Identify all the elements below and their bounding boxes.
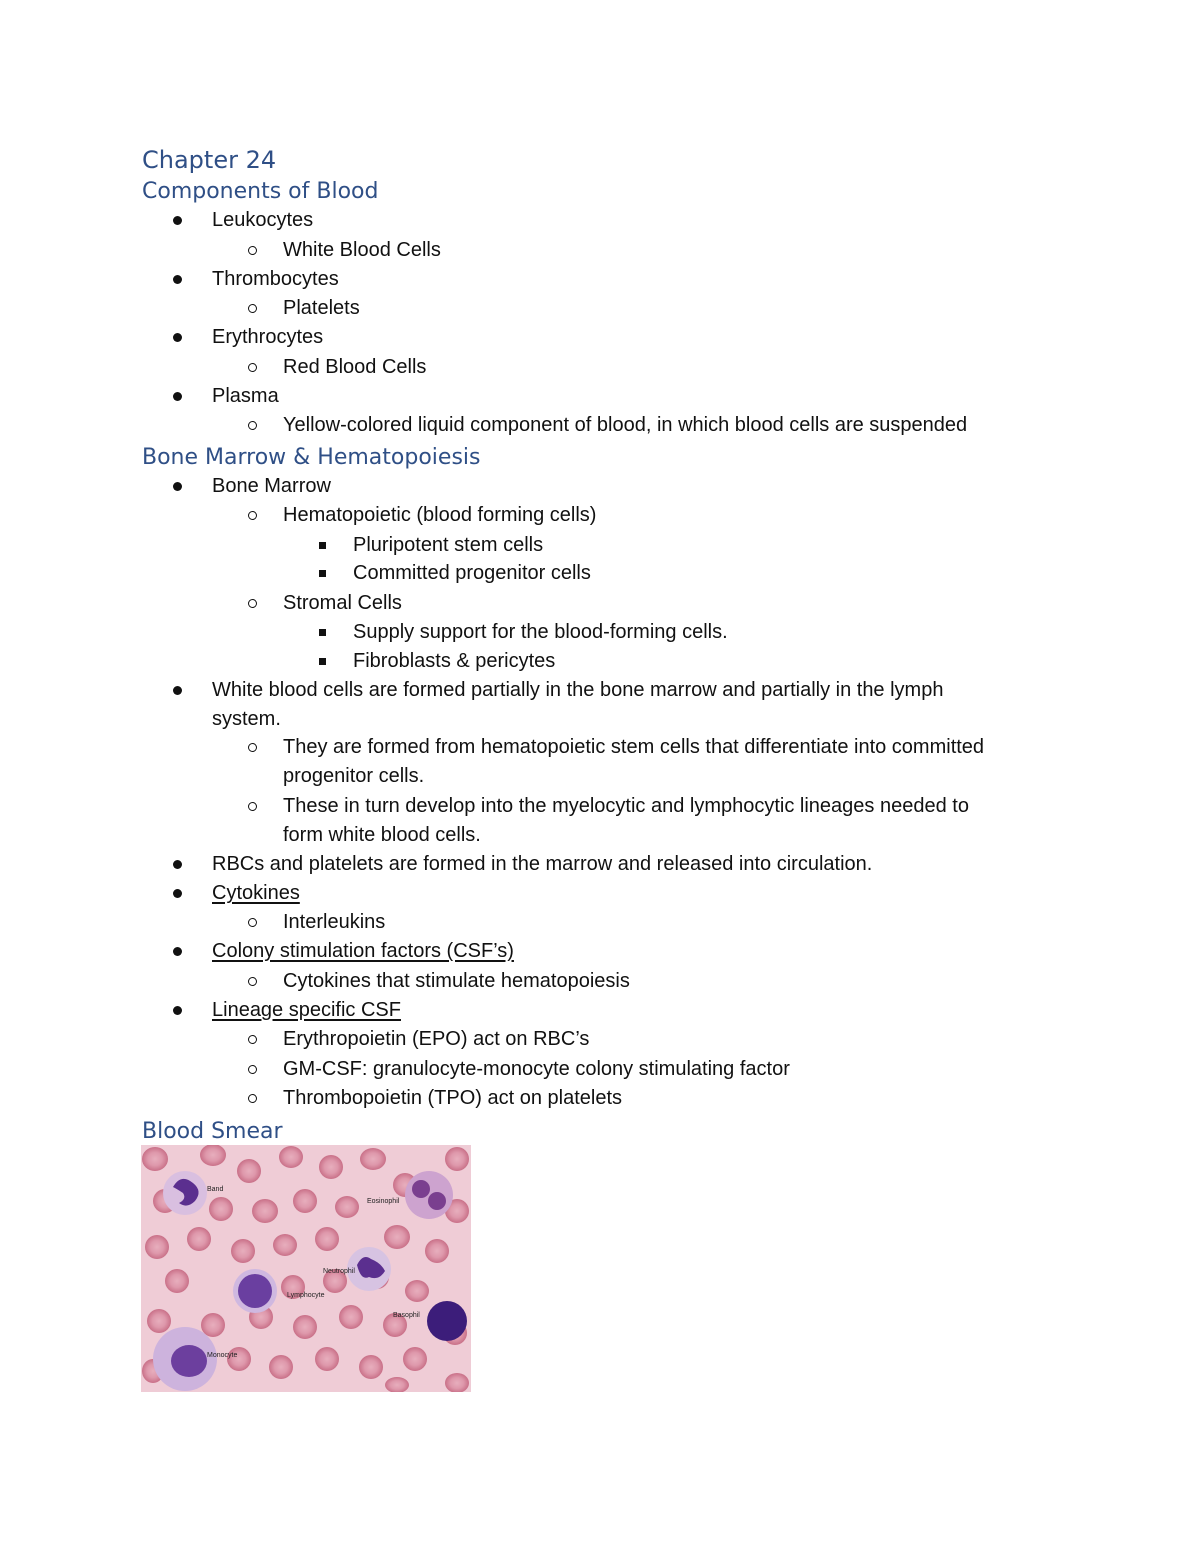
list-item-rbc: RBCs and platelets are formed in the marrow and released into circulation. (212, 853, 873, 875)
smear-label-band: Band (207, 1186, 224, 1193)
bullet-disc (173, 996, 182, 1025)
bullet-disc (173, 382, 182, 411)
list-item-wbc-formation-cont: system. (212, 708, 281, 730)
bullet-circle (248, 733, 257, 762)
bullet-square (319, 647, 326, 676)
list-item-wbc-formation: White blood cells are formed partially in the bone marrow and partially in the lymph (212, 679, 944, 701)
list-item-fibroblasts: Fibroblasts & pericytes (353, 650, 556, 672)
smear-label-lymphocyte: Lymphocyte (287, 1292, 325, 1299)
list-item-develop-cont: form white blood cells. (283, 824, 481, 846)
bullet-disc (173, 937, 182, 966)
list-item-develop: These in turn develop into the myelocytic and lymphocytic lineages needed to (283, 795, 969, 817)
bullet-circle (248, 1084, 257, 1113)
bullet-disc (173, 323, 182, 352)
list-item-pluripotent: Pluripotent stem cells (353, 534, 544, 556)
bullet-circle (248, 967, 257, 996)
list-item-red-blood-cells: Red Blood Cells (283, 356, 427, 378)
list-item-cytokines: Cytokines (212, 882, 300, 904)
list-item-support: Supply support for the blood-forming cells. (353, 621, 728, 643)
bullet-circle (248, 908, 257, 937)
heading-bone-marrow: Bone Marrow & Hematopoiesis (142, 445, 481, 470)
bullet-circle (248, 236, 257, 265)
bullet-square (319, 559, 326, 588)
list-item-csf: Colony stimulation factors (CSF’s) (212, 940, 514, 962)
blood-smear-illustration (141, 1145, 471, 1392)
list-item-thrombocytes: Thrombocytes (212, 268, 339, 290)
bullet-circle (248, 1025, 257, 1054)
list-item-plasma-description: Yellow-colored liquid component of blood, in which blood cells are suspended (283, 414, 968, 436)
list-item-interleukins: Interleukins (283, 911, 386, 933)
heading-components-of-blood: Components of Blood (142, 179, 379, 204)
bullet-disc (173, 206, 182, 235)
smear-label-basophil: Basophil (393, 1312, 420, 1319)
list-item-csf-description: Cytokines that stimulate hematopoiesis (283, 970, 630, 992)
blood-smear-image (141, 1145, 471, 1392)
list-item-lineage: Lineage specific CSF (212, 999, 401, 1021)
heading-blood-smear: Blood Smear (142, 1119, 283, 1144)
bullet-disc (173, 472, 182, 501)
smear-label-neutrophil: Neutrophil (323, 1268, 355, 1275)
bullet-circle (248, 411, 257, 440)
list-item-white-blood-cells: White Blood Cells (283, 239, 441, 261)
bullet-circle (248, 1055, 257, 1084)
bullet-circle (248, 294, 257, 323)
bullet-circle (248, 792, 257, 821)
list-item-formed-from-cont: progenitor cells. (283, 765, 425, 787)
bullet-circle (248, 501, 257, 530)
smear-label-monocyte: Monocyte (207, 1352, 238, 1359)
bullet-disc (173, 850, 182, 879)
bullet-disc (173, 265, 182, 294)
list-item-platelets: Platelets (283, 297, 360, 319)
list-item-committed: Committed progenitor cells (353, 562, 591, 584)
list-item-plasma: Plasma (212, 385, 279, 407)
list-item-stromal: Stromal Cells (283, 592, 402, 614)
list-item-epo: Erythropoietin (EPO) act on RBC’s (283, 1028, 590, 1050)
bullet-disc (173, 879, 182, 908)
list-item-bone-marrow: Bone Marrow (212, 475, 331, 497)
bullet-square (319, 531, 326, 560)
list-item-hematopoietic: Hematopoietic (blood forming cells) (283, 504, 597, 526)
smear-label-eosinophil: Eosinophil (367, 1198, 400, 1205)
bullet-circle (248, 589, 257, 618)
list-item-tpo: Thrombopoietin (TPO) act on platelets (283, 1087, 623, 1109)
bullet-disc (173, 676, 182, 705)
bullet-square (319, 618, 326, 647)
bullet-circle (248, 353, 257, 382)
list-item-erythrocytes: Erythrocytes (212, 326, 324, 348)
list-item-leukocytes: Leukocytes (212, 209, 314, 231)
list-item-gmcsf: GM-CSF: granulocyte-monocyte colony stimulating factor (283, 1058, 790, 1080)
list-item-formed-from: They are formed from hematopoietic stem cells that differentiate into committed (283, 736, 985, 758)
page-title: Chapter 24 (142, 146, 277, 174)
